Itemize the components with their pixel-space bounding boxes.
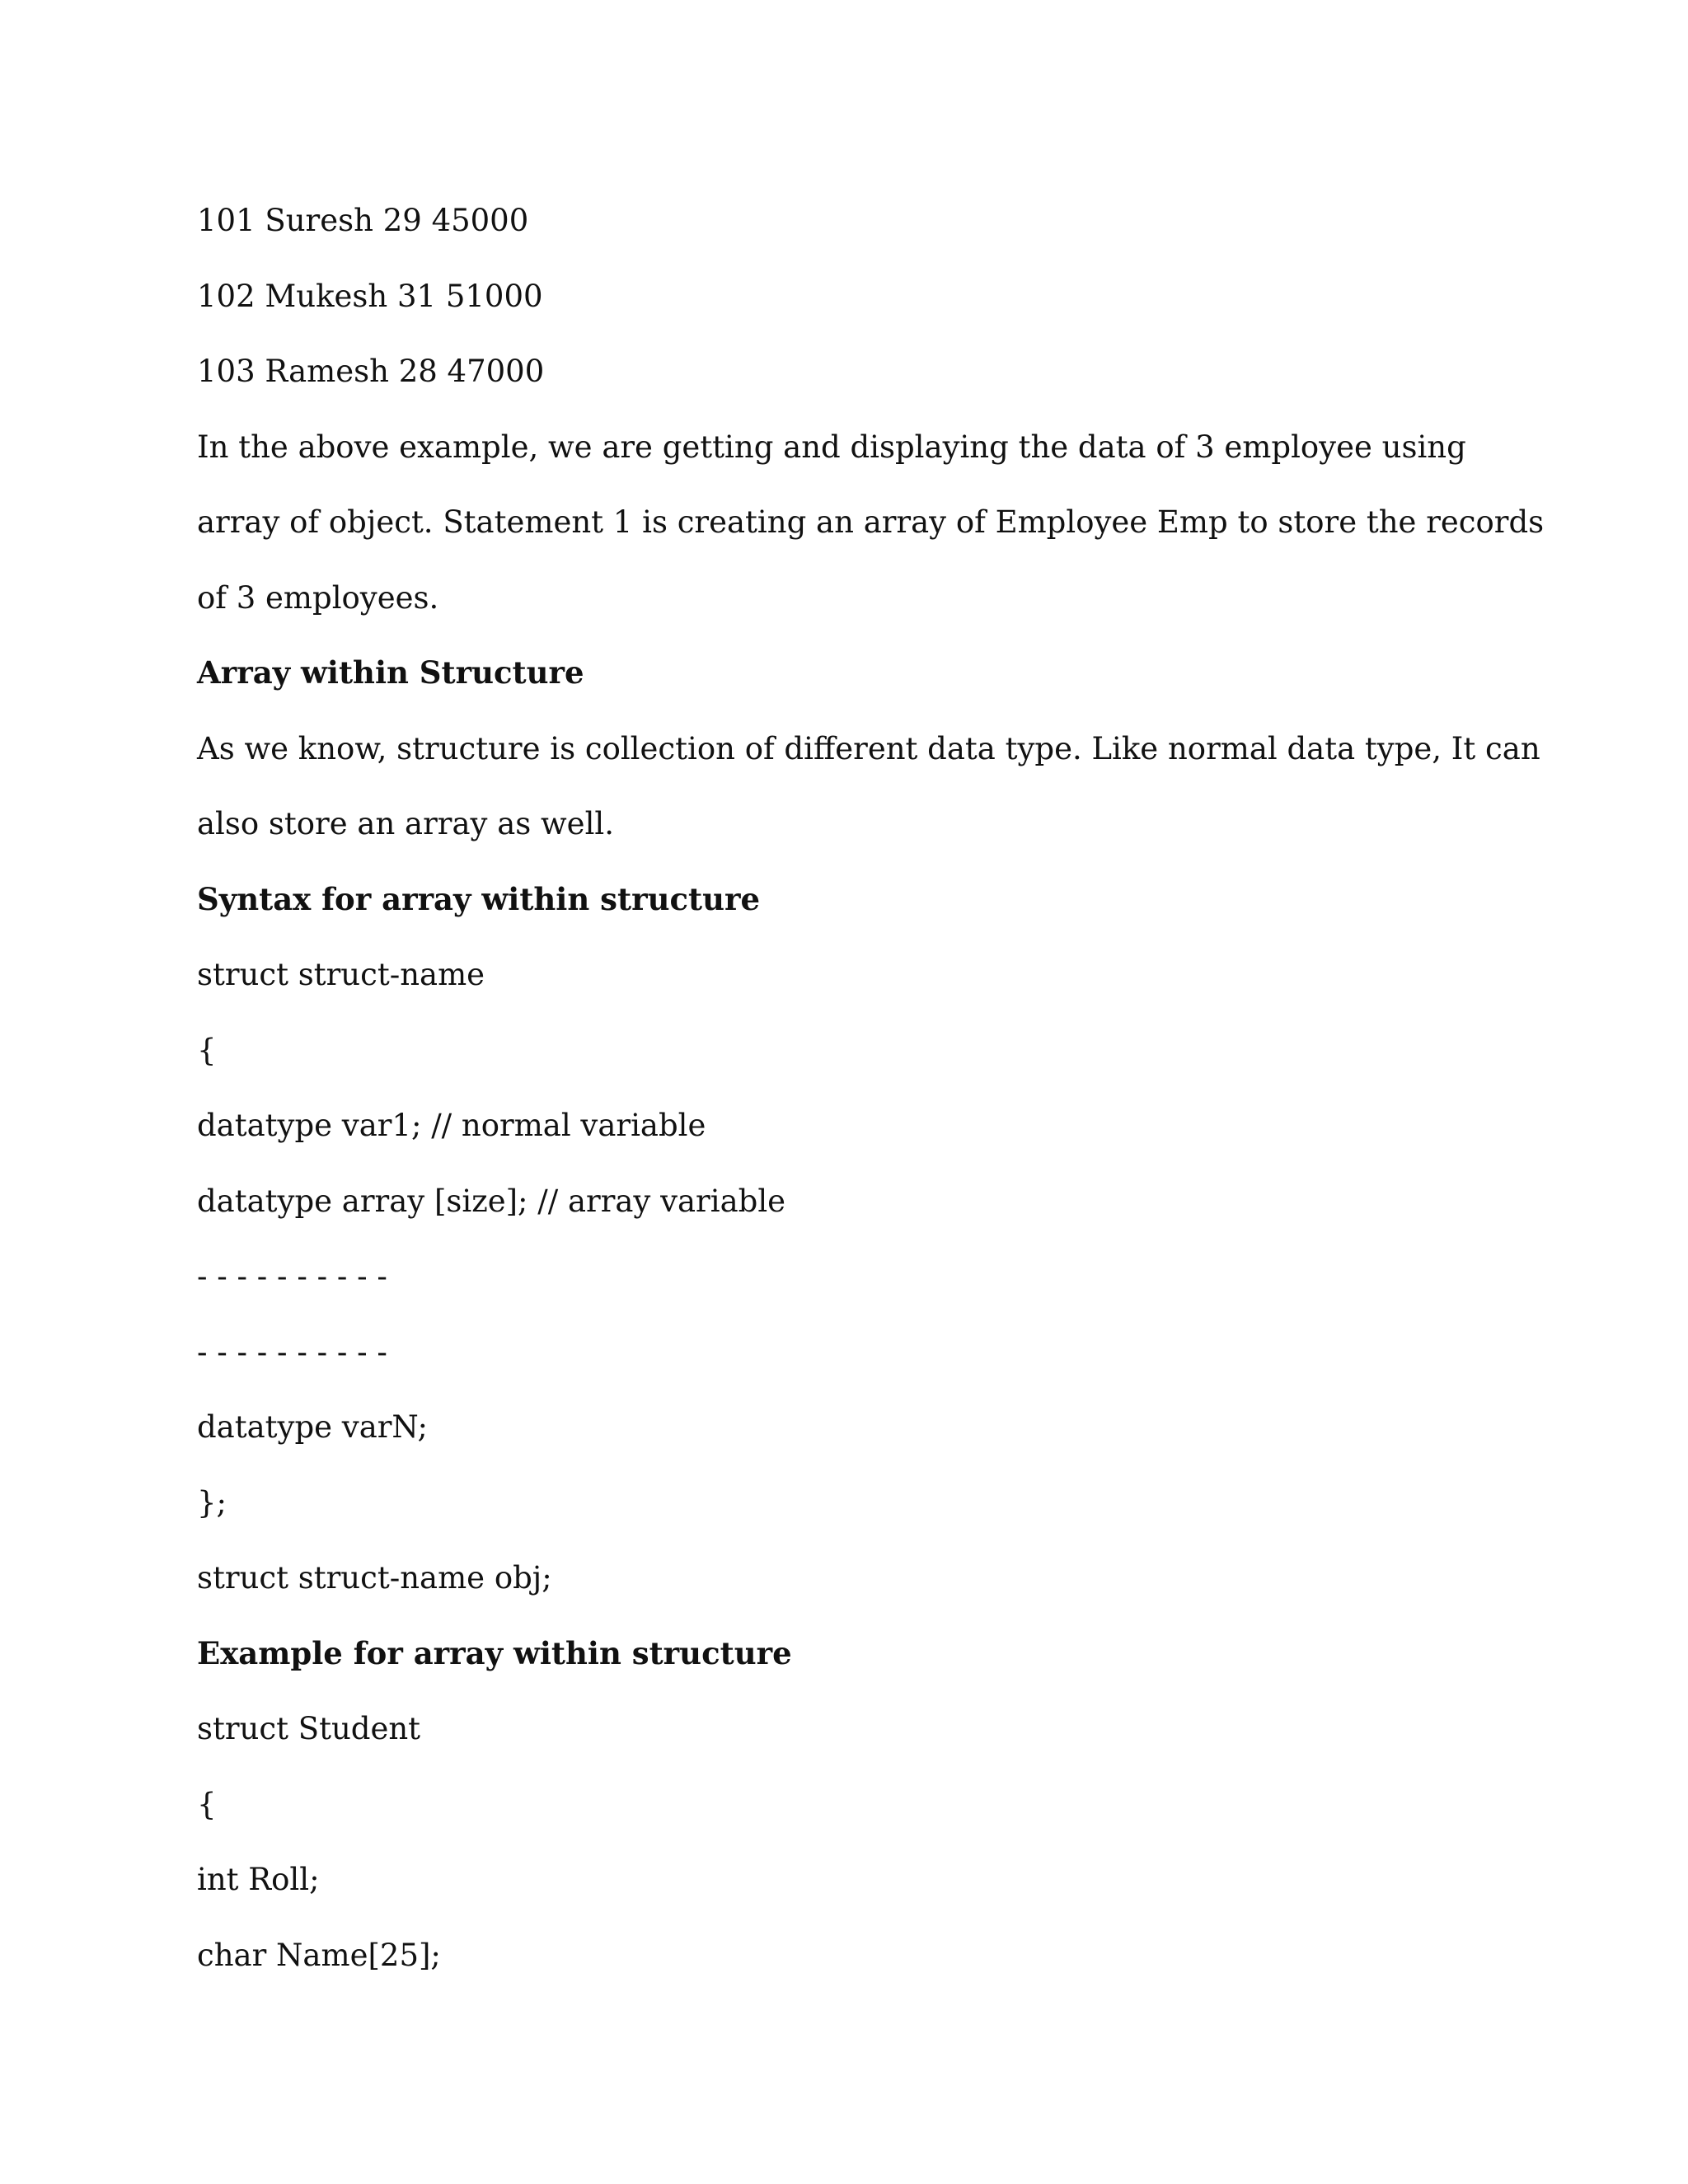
record-line-3: 103 Ramesh 28 47000 <box>197 354 545 389</box>
code-line: datatype varN; <box>197 1409 428 1445</box>
subheading-syntax: Syntax for array within structure <box>197 880 761 917</box>
code-placeholder-dashes: - - - - - - - - - - <box>197 1333 387 1370</box>
code-line: { <box>197 1786 217 1822</box>
code-line: struct struct-name <box>197 957 485 992</box>
record-line-2: 102 Mukesh 31 51000 <box>197 278 543 314</box>
intro-line-2: also store an array as well. <box>197 806 615 841</box>
code-line: struct struct-name obj; <box>197 1560 552 1596</box>
code-line: }; <box>197 1484 227 1521</box>
code-line: struct Student <box>197 1711 421 1746</box>
section-heading-array-within-structure: Array within Structure <box>197 654 584 691</box>
code-placeholder-dashes: - - - - - - - - - - <box>197 1258 387 1294</box>
code-line: char Name[25]; <box>197 1937 441 1973</box>
explanation-line-1: In the above example, we are getting and displaying the data of 3 employee using <box>197 429 1466 465</box>
subheading-example: Example for array within structure <box>197 1634 792 1671</box>
code-line: datatype var1; // normal variable <box>197 1108 706 1143</box>
explanation-line-2: array of object. Statement 1 is creating an array of Employee Emp to store the records <box>197 504 1545 540</box>
code-line: datatype array [size]; // array variable <box>197 1183 786 1219</box>
document-body <box>197 183 1545 1993</box>
code-line: { <box>197 1032 217 1068</box>
record-line-1: 101 Suresh 29 45000 <box>197 203 529 238</box>
intro-line-1: As we know, structure is collection of different data type. Like normal data type, It can <box>197 730 1540 766</box>
code-line: int Roll; <box>197 1862 320 1897</box>
explanation-line-3: of 3 employees. <box>197 579 439 616</box>
